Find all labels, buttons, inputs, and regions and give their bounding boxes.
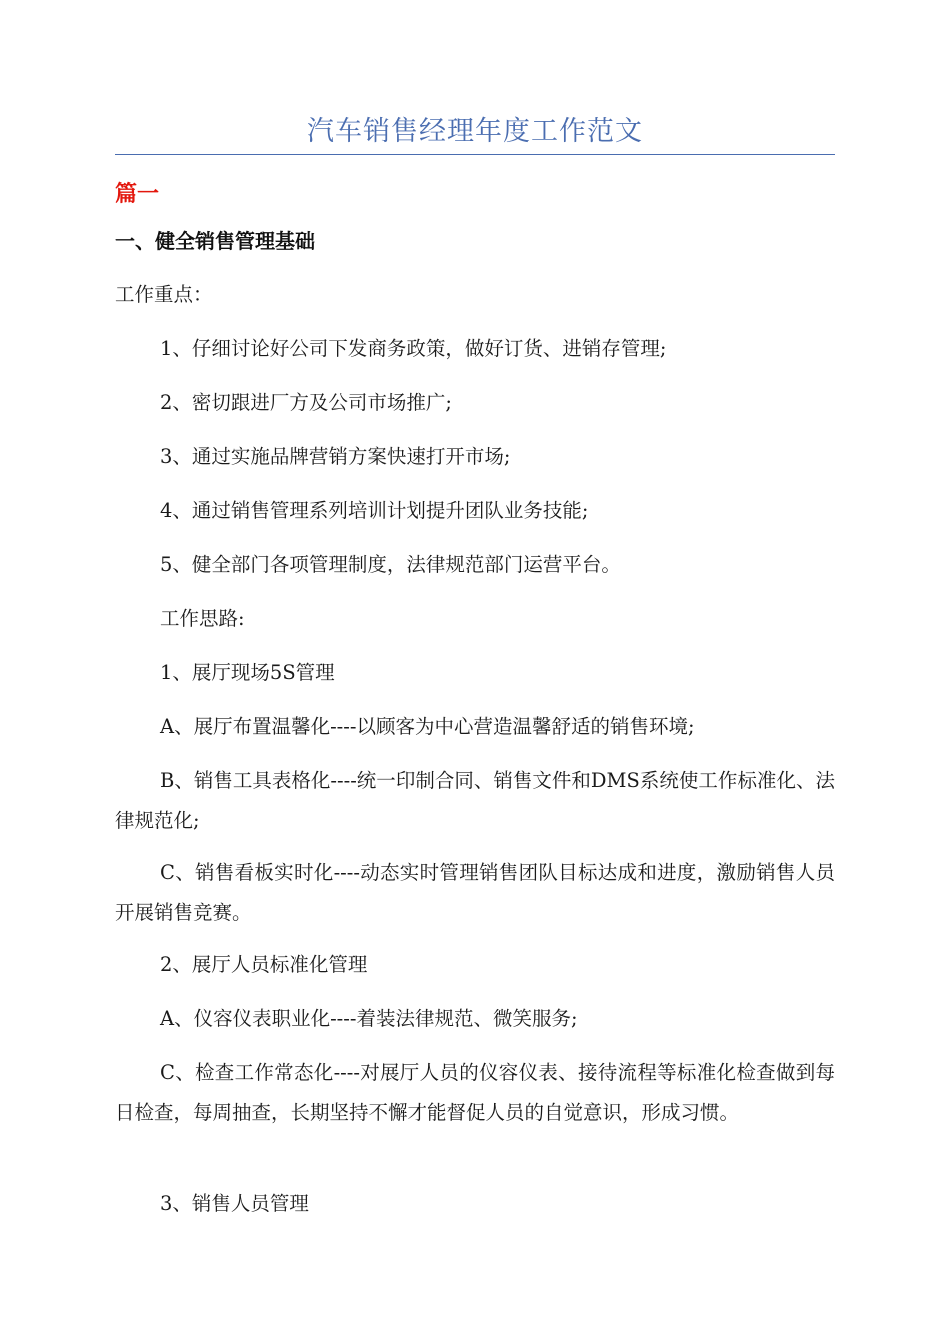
paragraph: 5、健全部门各项管理制度，法律规范部门运营平台。 — [160, 553, 621, 576]
paragraph: 2、展厅人员标准化管理 — [160, 953, 368, 976]
paragraph: B、销售工具表格化----统一印制合同、销售文件和DMS系统使工作标准化、法律规范化; — [115, 769, 835, 832]
paragraph: 3、通过实施品牌营销方案快速打开市场; — [160, 445, 511, 468]
paragraph: 1、仔细讨论好公司下发商务政策，做好订货、进销存管理; — [160, 337, 667, 360]
paragraph: A、展厅布置温馨化----以顾客为中心营造温馨舒适的销售环境; — [160, 715, 695, 738]
paragraph: 工作重点： — [115, 283, 213, 306]
paragraph: C、销售看板实时化----动态实时管理销售团队目标达成和进度，激励销售人员开展销售竞赛。 — [115, 861, 835, 924]
section-heading: 一、健全销售管理基础 — [115, 229, 315, 253]
document-title: 汽车销售经理年度工作范文 — [307, 116, 643, 147]
title-underline — [115, 154, 835, 155]
paragraph: A、仪容仪表职业化----着装法律规范、微笑服务; — [160, 1007, 578, 1030]
paragraph: 1、展厅现场5S管理 — [160, 661, 335, 684]
paragraph: 2、密切跟进厂方及公司市场推广; — [160, 391, 452, 414]
section-label: 篇一 — [115, 182, 160, 207]
paragraph: 3、销售人员管理 — [160, 1192, 309, 1215]
paragraph: C、检查工作常态化----对展厅人员的仪容仪表、接待流程等标准化检查做到每日检查，每周抽查，长期坚持不懈才能督促人员的自觉意识，形成习惯。 — [115, 1061, 835, 1124]
paragraph: 4、通过销售管理系列培训计划提升团队业务技能; — [160, 499, 589, 522]
paragraph: 工作思路: — [160, 607, 245, 630]
